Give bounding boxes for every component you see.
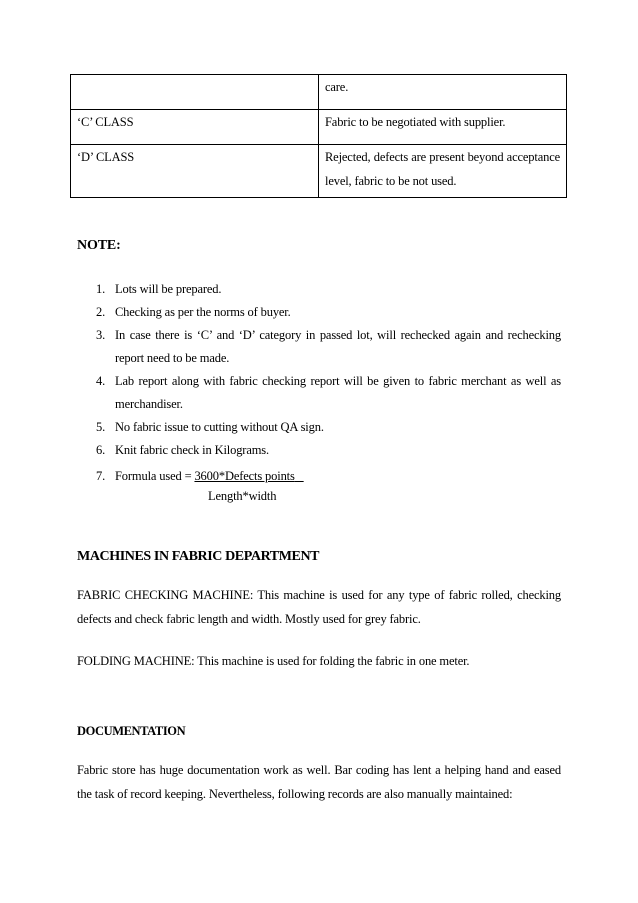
list-item xyxy=(77,324,561,370)
table-cell-class: ‘C’ CLASS xyxy=(71,110,319,145)
list-item xyxy=(77,416,561,439)
table-cell-class xyxy=(71,75,319,110)
list-number: 5. xyxy=(96,420,106,434)
table-cell-class: ‘D’ CLASS xyxy=(71,145,319,198)
list-number: 6. xyxy=(96,443,106,457)
list-item xyxy=(77,278,561,301)
list-text: No fabric issue to cutting without QA sign. xyxy=(115,420,324,434)
list-item xyxy=(77,439,561,462)
list-number: 3. xyxy=(96,328,106,342)
list-item xyxy=(77,301,561,324)
table-row xyxy=(71,145,567,198)
documentation-paragraph: Fabric store has huge documentation work as well. Bar coding has lent a helping hand and eased the task of record keeping. Nevertheless, following records are also manually maintained: xyxy=(77,763,561,801)
table-cell-action: care. xyxy=(319,75,567,110)
note-list xyxy=(77,278,561,488)
list-text: In case there is ‘C’ and ‘D’ category in passed lot, will rechecked again and rechecking report need to be made. xyxy=(115,328,561,365)
formula-prefix: Formula used = xyxy=(115,469,195,483)
table-cell-action: Rejected, defects are present beyond acceptance level, fabric to be not used. xyxy=(319,145,567,198)
folding-machine-paragraph: FOLDING MACHINE: This machine is used for folding the fabric in one meter. xyxy=(77,654,470,668)
list-text: Knit fabric check in Kilograms. xyxy=(115,443,269,457)
table-row xyxy=(71,75,567,110)
formula-underline-tail xyxy=(295,469,304,483)
list-text: Checking as per the norms of buyer. xyxy=(115,305,291,319)
machines-heading: MACHINES IN FABRIC DEPARTMENT xyxy=(77,549,320,564)
list-number: 4. xyxy=(96,374,106,388)
documentation-heading: DOCUMENTATION xyxy=(77,724,186,738)
list-item-formula xyxy=(77,465,561,488)
formula-denominator: Length*width xyxy=(208,489,277,503)
list-number: 7. xyxy=(96,469,106,483)
list-item xyxy=(77,370,561,416)
fabric-checking-machine-paragraph: FABRIC CHECKING MACHINE: This machine is used for any type of fabric rolled, checking defects and check fabric length and width. Mostly used for grey fabric. xyxy=(77,588,561,626)
list-number: 1. xyxy=(96,282,106,296)
formula-numerator: 3600*Defects points xyxy=(194,469,295,483)
list-text: Lab report along with fabric checking report will be given to fabric merchant as well as merchandiser. xyxy=(115,374,561,411)
table-row xyxy=(71,110,567,145)
fabric-class-table xyxy=(70,74,567,198)
table-cell-action: Fabric to be negotiated with supplier. xyxy=(319,110,567,145)
list-number: 2. xyxy=(96,305,106,319)
list-text: Lots will be prepared. xyxy=(115,282,222,296)
note-heading: NOTE: xyxy=(77,238,121,253)
